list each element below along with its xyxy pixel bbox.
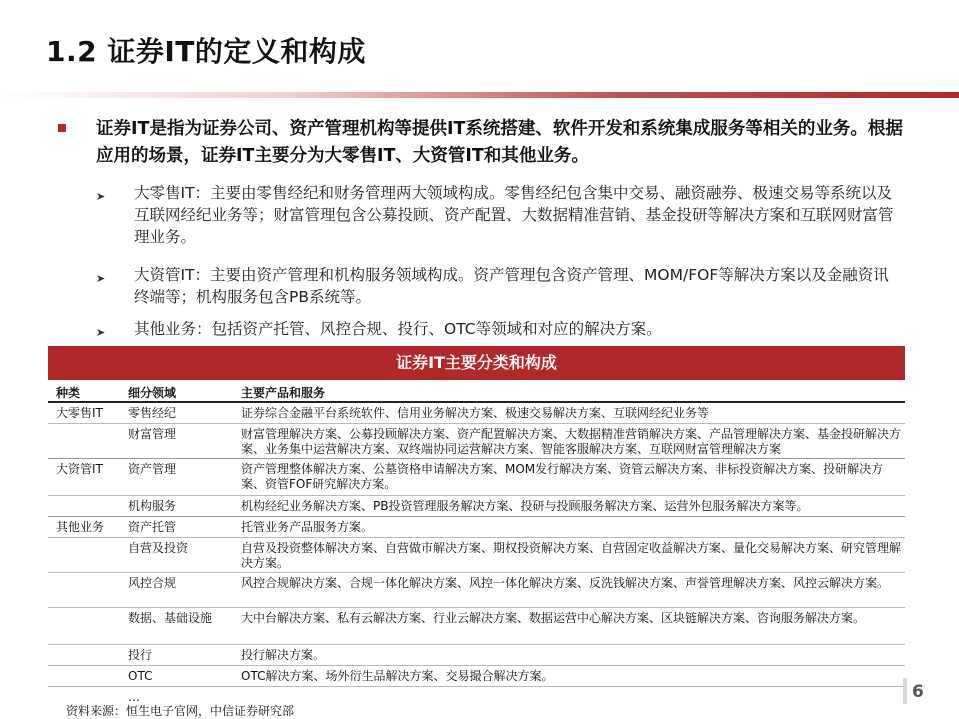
table-row (48, 423, 905, 458)
header-products: 主要产品和服务 (241, 386, 326, 400)
cell-products: 机构经纪业务解决方案、PB投资管理服务解决方案、投研与投顾服务解决方案、运营外包服务解决方案等。 (241, 499, 809, 513)
sub-bullet-asset-mgmt (96, 264, 896, 308)
cell-field: 投行 (128, 648, 153, 662)
table-row (48, 644, 905, 665)
table-row (48, 495, 905, 516)
cell-field: OTC (128, 669, 153, 683)
cell-products: 财富管理解决方案、公募投顾解决方案、资产配置解决方案、大数据精准营销解决方案、产品管理解决方案、基金投研解决方案、业务集中运营解决方案、双终端协同运营解决方案、智能客服解决方案、互联网财富管理解决方案 (241, 427, 902, 456)
cell-products: 大中台解决方案、私有云解决方案、行业云解决方案、数据运营中心解决方案、区块链解决方案、咨询服务解决方案。 (241, 611, 866, 625)
table-row (48, 458, 905, 495)
cell-products: 自营及投资整体解决方案、自营做市解决方案、期权投资解决方案、自营固定收益解决方案、量化交易解决方案、研究管理解决方案。 (241, 541, 902, 570)
table-row (48, 665, 905, 686)
main-paragraph: 证券IT是指为证券公司、资产管理机构等提供IT系统搭建、软件开发和系统集成服务等相关的业务。根据应用的场景，证券IT主要分为大零售IT、大资管IT和其他业务。 (96, 119, 903, 166)
cell-products: 投行解决方案。 (241, 648, 326, 662)
cell-products: OTC解决方案、场外衍生品解决方案、交易撮合解决方案。 (241, 669, 554, 683)
table-row (48, 607, 905, 644)
header-field: 细分领域 (128, 386, 177, 400)
sub-bullet-retail (96, 182, 896, 248)
cell-field: 风控合规 (128, 576, 177, 590)
cell-kind: 大资管IT (56, 462, 103, 476)
cell-products: 托管业务产品服务方案。 (241, 520, 374, 534)
table-row (48, 572, 905, 607)
sub-bullet-text: 大资管IT：主要由资产管理和机构服务领域构成。资产管理包含资产管理、MOM/FOF等解决方案以及金融资讯终端等；机构服务包含PB系统等。 (134, 266, 889, 306)
arrow-bullet-icon: ➤ (96, 190, 106, 203)
cell-field: 自营及投资 (128, 541, 189, 555)
table-row (48, 537, 905, 572)
cell-field: 资产托管 (128, 520, 177, 534)
source-note: 资料来源：恒生电子官网，中信证券研究部 (66, 704, 295, 718)
cell-field: 数据、基础设施 (128, 611, 213, 625)
page-title: 1.2 证券IT的定义和构成 (46, 35, 366, 68)
title-divider (0, 92, 959, 98)
arrow-bullet-icon: ➤ (96, 326, 106, 339)
cell-kind: 其他业务 (56, 520, 105, 534)
cell-products: 风控合规解决方案、合规一体化解决方案、风控一体化解决方案、反洗钱解决方案、声誉管理解决方案、风控云解决方案。 (241, 576, 890, 590)
table-row (48, 403, 905, 423)
sub-bullet-other (96, 318, 896, 340)
classification-table (48, 380, 905, 707)
cell-kind: 大零售IT (56, 406, 103, 420)
cell-products: 资产管理整体解决方案、公墓资格申请解决方案、MOM发行解决方案、资管云解决方案、非标投资解决方案、投研解决方案、资管FOF研究解决方案。 (241, 462, 884, 491)
cell-field: … (128, 690, 140, 704)
arrow-bullet-icon: ➤ (96, 272, 106, 285)
sub-bullet-text: 其他业务：包括资产托管、风控合规、投行、OTC等领域和对应的解决方案。 (134, 320, 662, 338)
header-kind: 种类 (56, 386, 81, 400)
square-bullet-icon (58, 124, 66, 132)
cell-field: 资产管理 (128, 462, 177, 476)
page-number-divider (903, 678, 907, 704)
page-number: 6 (912, 682, 924, 702)
table-header-row (48, 380, 905, 403)
table-row (48, 516, 905, 537)
table-caption: 证券IT主要分类和构成 (48, 346, 905, 380)
cell-products: 证券综合金融平台系统软件、信用业务解决方案、极速交易解决方案、互联网经纪业务等 (241, 406, 710, 420)
sub-bullet-text: 大零售IT：主要由零售经纪和财务管理两大领域构成。零售经纪包含集中交易、融资融券、极速交易等系统以及互联网经纪业务等；财富管理包含公募投顾、资产配置、大数据精准营销、基金投研等解决方案和互联网财富管理业务。 (134, 184, 894, 246)
cell-field: 财富管理 (128, 427, 177, 441)
cell-field: 零售经纪 (128, 406, 177, 420)
cell-field: 机构服务 (128, 499, 177, 513)
